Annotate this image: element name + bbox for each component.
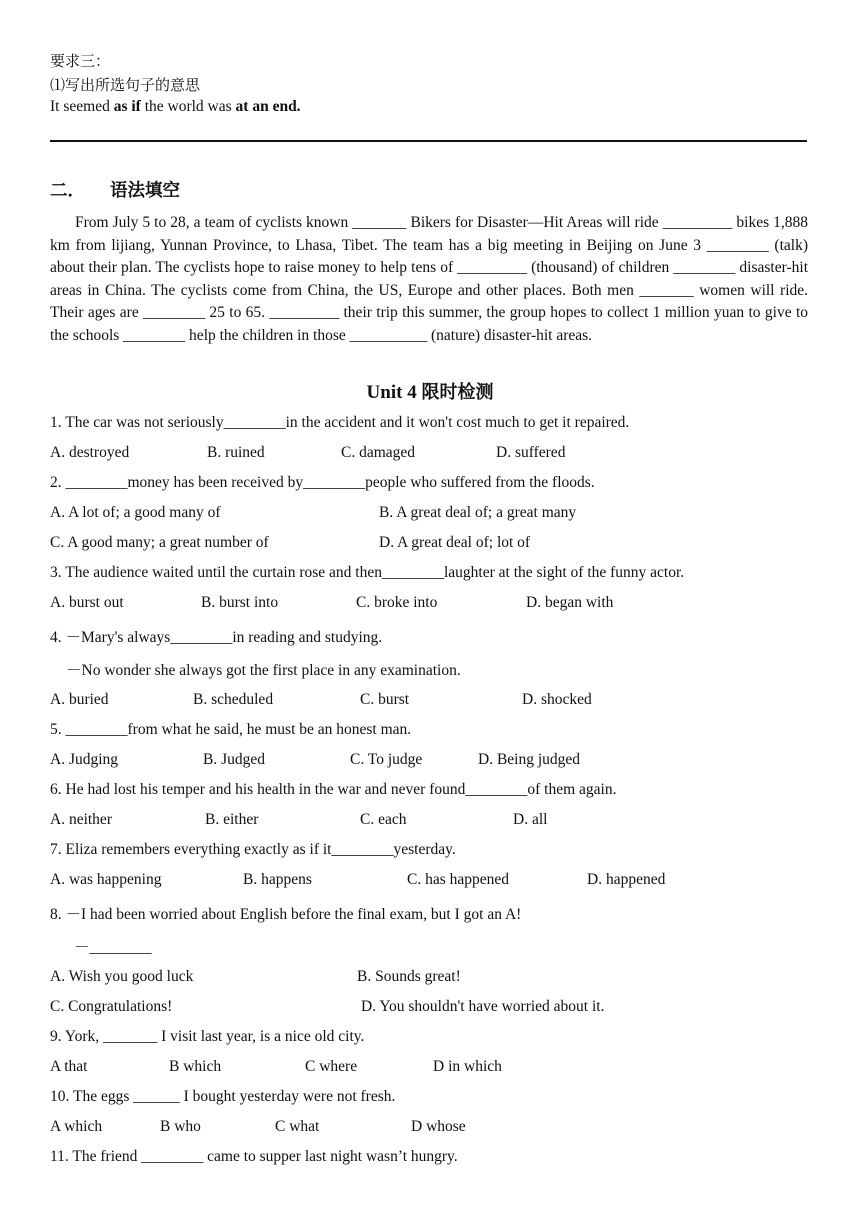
question-stem: 5. ________from what he said, he must be an honest man. bbox=[50, 721, 412, 738]
question-stem: 1. The car was not seriously________in the accident and it won't cost much to get it repaired. bbox=[50, 414, 630, 431]
section-divider bbox=[50, 140, 807, 142]
option-c: C. A good many; a great number of bbox=[50, 534, 269, 551]
question-stem: 8. －I had been worried about English before the final exam, but I got an A! bbox=[50, 906, 522, 923]
question-stem: 10. The eggs ______ I bought yesterday were not fresh. bbox=[50, 1088, 396, 1105]
option-c: C. each bbox=[360, 811, 407, 828]
sentence-bold-1: as if bbox=[113, 98, 141, 115]
option-d: D. A great deal of; lot of bbox=[379, 534, 531, 551]
option-a: A. A lot of; a good many of bbox=[50, 504, 221, 521]
option-c: C. broke into bbox=[356, 594, 438, 611]
option-b: B. either bbox=[205, 811, 259, 828]
question-stem: 7. Eliza remembers everything exactly as if it________yesterday. bbox=[50, 841, 456, 858]
option-c: C. Congratulations! bbox=[50, 998, 173, 1015]
unit-title-en: Unit 4 bbox=[366, 382, 422, 403]
unit-title-cn: 限时检测 bbox=[421, 382, 494, 403]
option-a: A. buried bbox=[50, 691, 109, 708]
option-d: D. began with bbox=[526, 594, 614, 611]
option-c: C. has happened bbox=[407, 871, 510, 888]
unit-test-title bbox=[0, 378, 860, 404]
option-d: D. suffered bbox=[496, 444, 566, 461]
option-b: B. ruined bbox=[207, 444, 265, 461]
question-reply: －No wonder she always got the first place in any examination. bbox=[66, 662, 461, 679]
sentence-part-2: the world was bbox=[140, 98, 236, 115]
section-title: 语法填空 bbox=[110, 181, 180, 201]
option-d: D in which bbox=[433, 1058, 502, 1075]
question-stem: 4. －Mary's always________in reading and studying. bbox=[50, 629, 383, 646]
option-c: C. damaged bbox=[341, 444, 416, 461]
section-number: 二． bbox=[50, 181, 85, 201]
option-a: A. was happening bbox=[50, 871, 162, 888]
selected-sentence bbox=[50, 98, 301, 116]
option-a: A that bbox=[50, 1058, 88, 1075]
question-reply: －________ bbox=[74, 939, 152, 956]
option-b: B. scheduled bbox=[193, 691, 274, 708]
option-d: D. happened bbox=[587, 871, 666, 888]
question-stem: 6. He had lost his temper and his health in the war and never found________of them again. bbox=[50, 781, 617, 798]
question-stem: 11. The friend ________ came to supper last night wasn’t hungry. bbox=[50, 1148, 458, 1165]
requirement-label: 要求三： bbox=[50, 52, 111, 70]
requirement-instruction: ⑴写出所选句子的意思 bbox=[50, 76, 201, 94]
option-a: A. Wish you good luck bbox=[50, 968, 194, 985]
sentence-part-1: It seemed bbox=[50, 98, 114, 115]
option-c: C what bbox=[275, 1118, 320, 1135]
option-b: B. Judged bbox=[203, 751, 265, 768]
option-a: A. destroyed bbox=[50, 444, 130, 461]
option-a: A. Judging bbox=[50, 751, 119, 768]
cloze-passage: From July 5 to 28, a team of cyclists known _______ Bikers for Disaster—Hit Areas will ride _________ bikes 1,888 km from lijiang, Yunnan Province, to Lhasa, Tibet. The team has a big meeting in Beijing on June 3 ________ (talk) about their plan. The cyclists hope to raise money to help tens of _________ (thousand) of children ________ disaster-hit areas in China. The cyclists come from China, the US, Europe and other places. Both men _______ women will ride. Their ages are ________ 25 to 65. _________ their trip this summer, the group hopes to collect 1 million yuan to give to the schools ________ help the children in those __________ (nature) disaster-hit areas. bbox=[50, 214, 808, 344]
option-b: B. Sounds great! bbox=[357, 968, 461, 985]
option-b: B who bbox=[160, 1118, 201, 1135]
option-b: B which bbox=[169, 1058, 222, 1075]
option-b: B. A great deal of; a great many bbox=[379, 504, 577, 521]
question-stem: 2. ________money has been received by________people who suffered from the floods. bbox=[50, 474, 595, 491]
option-d: D. all bbox=[513, 811, 548, 828]
option-a: A. burst out bbox=[50, 594, 124, 611]
option-d: D. You shouldn't have worried about it. bbox=[361, 998, 605, 1015]
option-b: B. burst into bbox=[201, 594, 279, 611]
option-c: C. burst bbox=[360, 691, 410, 708]
option-d: D whose bbox=[411, 1118, 466, 1135]
option-a: A. neither bbox=[50, 811, 112, 828]
option-b: B. happens bbox=[243, 871, 312, 888]
option-c: C. To judge bbox=[350, 751, 423, 768]
sentence-bold-2: at an end. bbox=[235, 98, 301, 115]
option-c: C where bbox=[305, 1058, 358, 1075]
question-stem: 3. The audience waited until the curtain rose and then________laughter at the sight of the funny actor. bbox=[50, 564, 685, 581]
question-stem: 9. York, _______ I visit last year, is a nice old city. bbox=[50, 1028, 365, 1045]
option-d: D. Being judged bbox=[478, 751, 581, 768]
option-d: D. shocked bbox=[522, 691, 592, 708]
option-a: A which bbox=[50, 1118, 103, 1135]
